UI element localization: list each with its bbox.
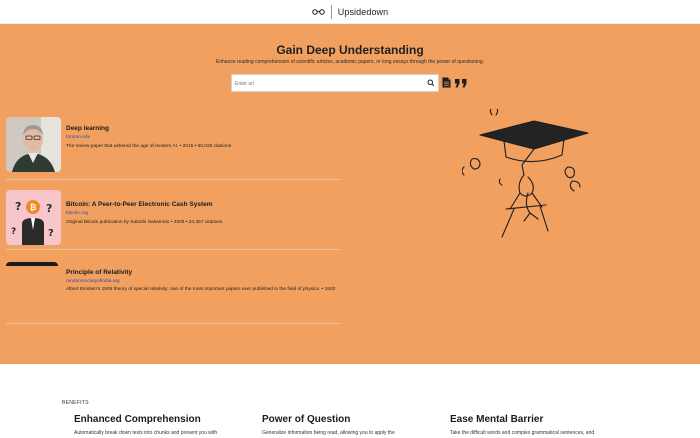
benefit-title: Power of Question	[262, 414, 351, 425]
paper-card[interactable]	[6, 190, 340, 250]
url-input[interactable]	[235, 78, 420, 89]
paper-source-link[interactable]: toronto.edu	[66, 135, 91, 140]
paper-card[interactable]	[6, 117, 340, 180]
graduation-cap-illustration	[462, 109, 592, 239]
portrait-image	[6, 117, 61, 172]
paper-title[interactable]: Principle of Relativity	[66, 269, 133, 276]
paper-thumbnail	[6, 117, 61, 172]
brand-divider	[331, 5, 332, 19]
paper-source-link[interactable]: randomsocietyofindia.org	[66, 279, 120, 284]
benefit-title: Ease Mental Barrier	[450, 414, 544, 425]
quote-icon[interactable]	[454, 78, 468, 88]
paper-description: The review paper that ushered the age of modern AI. • 2015 • 60,020 citations	[66, 144, 232, 149]
paper-title[interactable]: Bitcoin: A Peer-to-Peer Electronic Cash System	[66, 201, 213, 208]
paper-card[interactable]	[6, 260, 340, 324]
hero-subtitle: Enhance reading comprehension of scientific articles, academic papers, or long essays through the power of questioning.	[215, 59, 485, 65]
bitcoin-illustration	[6, 190, 61, 245]
paper-thumbnail	[6, 190, 61, 245]
url-search-box	[231, 74, 439, 92]
svg-text:?: ?	[11, 227, 17, 237]
benefit-text: Automatically break down texts into chunks and present you with	[74, 430, 218, 436]
paper-source-link[interactable]: bitcoin.org	[66, 211, 89, 216]
hero-section	[0, 24, 700, 364]
benefit-title: Enhanced Comprehension	[74, 414, 201, 425]
search-icon[interactable]	[427, 79, 435, 87]
top-bar	[0, 0, 700, 24]
benefits-section	[0, 364, 700, 438]
glasses-icon[interactable]	[312, 8, 325, 15]
paper-thumbnail	[6, 262, 58, 266]
paper-description: Albert Einstein's 1905 theory of special relativity: one of the most important papers ever published in the field of physics. • 1920	[66, 287, 336, 292]
document-icon[interactable]	[442, 77, 451, 88]
benefits-label: BENEFITS	[62, 400, 89, 406]
benefit-text: Generalize information being read, allowing you to apply the	[262, 430, 395, 436]
benefit-text: Take the difficult words and complex grammatical sentences, and	[450, 430, 595, 436]
svg-text:?: ?	[46, 202, 53, 215]
svg-text:₿: ₿	[29, 203, 37, 212]
paper-title[interactable]: Deep learning	[66, 125, 109, 132]
brand-name[interactable]: Upsidedown	[337, 6, 389, 17]
svg-text:?: ?	[48, 228, 54, 239]
svg-text:?: ?	[15, 200, 22, 213]
paper-description: Original Bitcoin publication by Satoshi Nakamoto • 2008 • 24,357 citations	[66, 220, 223, 225]
hero-title: Gain Deep Understanding	[276, 43, 424, 57]
